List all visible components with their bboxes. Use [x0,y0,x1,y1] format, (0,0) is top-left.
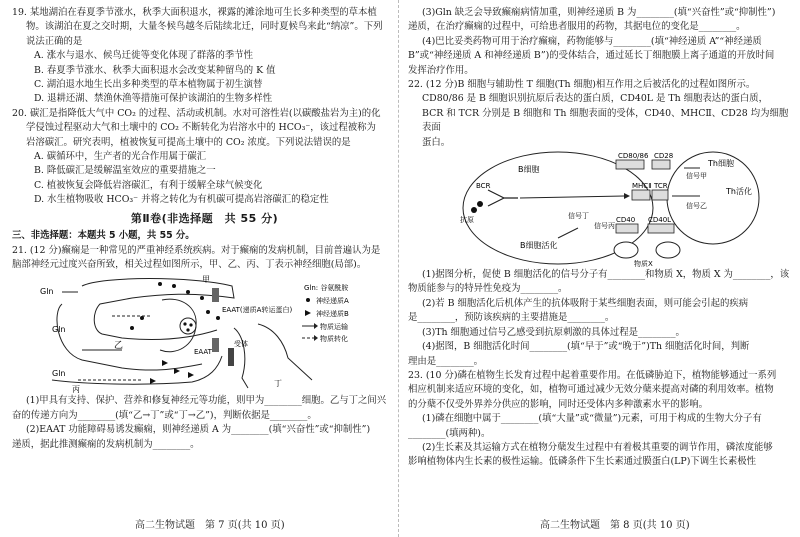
legend-transmitter-b: 神经递质B [316,310,349,319]
label-gln: Gln [52,369,66,379]
label-b-cell: B细胞 [518,165,540,175]
question-19 [12,6,397,107]
transmitter-a-dot [158,282,162,286]
antigen-dot [471,207,477,213]
cell-ding-outline [234,324,312,388]
q22-sub4: 理由是________。 [408,355,484,367]
q21-stem: 脑部神经元过度兴奋所致，相关过程如图所示，甲、乙、丙、丁表示神经细胞(局部)。 [12,258,367,270]
q21-sub4: B”或“神经递质 A 和神经递质 B”)的受体结合，通过延长丁细胞膜上离子通道的开放时间 [408,50,775,62]
label-cd8086: CD80/86 [618,152,649,161]
q20-stem: 20. 碳汇是指降低大气中 CO₂ 的过程、活动或机制。水对可溶性岩(以碳酸盐岩为主)的化 [12,107,381,119]
q22-sub2: 是________，预防该疾病的主要措施是________。 [408,312,615,324]
q20-option-b: B. 降低碳汇是缓解温室效应的重要措施之一 [34,165,216,177]
transmitter-b-mark [162,360,168,366]
label-cd40l: CD40L [648,216,672,225]
q21-sub4: (4)巴比妥类药物可用于治疗癫痫，药物能够与________(填“神经递质 A”“神经递质 [422,35,762,47]
q22-stem: CD80/86 是 B 细胞识别抗原后表达的蛋白质，CD40L 是 Th 细胞表达的蛋白质， [422,93,768,105]
question-23 [408,369,793,470]
eaat-protein [212,338,219,352]
q23-sub1: (1)磷在细胞中属于________(填“大量”或“微量”)元素，可用于构成的生物大分子有 [422,413,762,425]
cd8086-block [616,160,644,169]
left-page [12,6,397,452]
question-20 [12,107,397,208]
q23-sub2: 影响植物体内生长素的极性运输。低磷条件下生长素通过膜蛋白(LP)下调生长素极性 [408,456,756,468]
cell-bing-outline [52,356,222,384]
antigen-dot [477,201,483,207]
cd40l-block [648,224,674,233]
q23-sub1: ________(填两种)。 [408,427,491,439]
q19-option-b: B. 春夏季节涨水、秋季大面积退水会改变某种留鸟的 K 值 [34,64,276,76]
cd40-block [616,224,638,233]
label-yi: 乙 [114,341,124,352]
transmitter-b-mark [188,372,194,378]
q20-option-d: D. 水生植物吸收 HCO₃⁻ 并将之转化为有机碳可提高岩溶碳汇的稳定性 [34,194,329,206]
label-bcr: BCR [476,182,491,191]
label-tcr: TCR [654,182,668,191]
q22-stem: 蛋白。 [422,136,451,148]
question-21-continued [408,6,793,78]
legend-convert: 物质转化 [320,335,348,344]
q20-option-c: C. 植被恢复会降低岩溶碳汇，有利于缓解全球气候变化 [34,179,263,191]
cd28-block [652,160,670,169]
q19-stem: 19. 某地湖泊在春夏季节涨水，秋季大面积退水，裸露的滩涂地可生长多种类型的草本植 [12,7,377,18]
bcr-receptor [488,190,518,206]
label-cd40: CD40 [616,216,636,225]
section-rule: 三、非选择题：本题共 5 小题，共 55 分。 [12,230,195,242]
substance-x-cell [656,242,680,258]
label-th-cell: Th细胞 [708,159,734,169]
label-gln: Gln [52,325,66,335]
cell-activation-figure [408,150,793,268]
q19-option-d: D. 退耕还湖、禁渔休渔等措施可保护该湖泊的生物多样性 [34,93,273,105]
legend-transport: 物质运输 [320,323,348,332]
right-page [408,6,793,470]
q22-stem: 22. (12 分)B 细胞与辅助性 T 细胞(Th 细胞)相互作用之后被活化的过程如图所示。 [408,79,756,91]
label-signal-c: 信号丁 [568,212,589,221]
q22-sub1: (1)据图分析，促使 B 细胞活化的信号分子有________和物质 X，物质 X 为________，该 [422,269,790,281]
transmitter-a-dot [172,284,176,288]
substance-x-cell [614,242,638,258]
page-footer-right: 高二生物试题 第 8 页(共 10 页) [540,520,690,531]
q22-stem: BCR 和 TCR 分别是 B 细胞和 Th 细胞表面的受体，CD40、MHCⅡ、CD28 均为细胞表面 [422,107,789,134]
label-receptor: 受体 [234,340,248,349]
q21-sub3: (3)Gln 缺乏会导致癫痫病情加重，则神经递质 B 为________(填“兴奋性”或“抑制性”) [422,7,776,18]
q23-stem: 23. (10 分)磷在植物生长发育过程中起着重要作用。在低磷胁迫下，植物能够通过一系列 [408,369,777,381]
page-footer-left: 高二生物试题 第 7 页(共 10 页) [135,520,285,531]
page-divider [398,0,399,537]
label-jia: 甲 [202,275,210,285]
q21-sub1: (1)甲具有支持、保护、营养和修复神经元等功能，则甲为________细胞。乙与丁之间兴 [26,395,387,407]
receptor-protein [228,348,234,366]
q21-sub1: 奋的传递方向为________(填“乙→丁”或“丁→乙”)，判断依据是________。 [12,409,317,421]
q19-option-a: A. 涨水与退水、候鸟迁徙等变化体现了群落的季节性 [34,50,253,62]
q23-stem: 的分蘖不仅受外界养分供应的影响，同时还受体内多种激素水平的影响。 [408,398,709,410]
q22-sub4: (4)据图，B 细胞活化时间________(填“早于”或“晚于”)Th 细胞活化时间，判断 [422,341,750,353]
q22-sub3: (3)Th 细胞通过信号乙感受到抗原刺激的具体过程是________。 [422,326,685,338]
q19-stem: 物。该湖泊在夏之交时期，大量冬候鸟越冬后陆续北迁，同时夏候鸟来此“纳凉”。下列 [26,21,383,33]
label-mhc: MHCⅡ [632,182,652,191]
q23-sub2: (2)生长素及其运输方式在植物分蘖发生过程中有着极其重要的调节作用，磷浓度能够 [422,441,773,453]
label-cd28: CD28 [654,152,674,161]
question-21 [12,244,397,452]
q21-sub2: 递质，据此推测癫痫的发病机制为________。 [12,438,200,450]
label-signal-b: 信号乙 [686,202,707,211]
q19-stem: 说法正确的是 [26,35,83,47]
legend-transmitter-a: 神经递质A [316,297,349,306]
transmitter-b-mark [150,378,156,384]
label-substance-x: 物质X [634,260,653,269]
cell-yi-outline [57,304,202,370]
label-gln: Gln [40,287,54,297]
q20-option-a: A. 碳循环中，生产者的光合作用属于碳汇 [34,151,207,163]
label-ding: 丁 [274,379,282,389]
legend-gln: Gln: 谷氨酰胺 [304,284,349,293]
q22-sub1: 物质能参与的特异性免疫为________。 [408,283,568,295]
section-title: 第Ⅱ卷(非选择题 共 55 分) [130,211,279,225]
eaat-protein [212,288,219,302]
label-bing: 丙 [72,385,80,395]
transmitter-a-dot [140,316,144,320]
tcr-block [652,190,668,200]
vesicle [180,318,196,334]
q21-sub3: 递质，在治疗癫痫的过程中，可给患者服用的药物，其据电位的变化是________。 [408,21,746,33]
q22-sub2: (2)若 B 细胞活化后机体产生的抗体吸附于某些细胞表面，则可能会引起的疾病 [422,297,749,309]
cell-jia-outline [82,279,234,340]
q21-stem: 21. (12 分)癫痫是一种常见的严重神经系统疾病。对于癫痫的发病机制，目前普遍认为是 [12,244,381,256]
label-signal-d: 信号丙 [594,222,615,231]
label-eaat: EAAT [194,348,212,357]
q19-option-c: C. 湖泊退水地生长出多种类型的草本植物属于初生演替 [34,79,263,91]
transmitter-a-dot [200,296,204,300]
transmitter-a-dot [216,316,220,320]
label-b-activation: B细胞活化 [520,241,558,251]
transmitter-a-dot [186,290,190,294]
label-signal-a: 信号甲 [686,172,707,181]
transmitter-a-dot [130,326,134,330]
mhc-block [632,190,650,200]
transmitter-a-dot [206,310,210,314]
transmitter-b-mark [174,368,180,374]
label-th-activation: Th活化 [726,187,752,197]
question-22 [408,78,793,369]
label-antigen: 抗原 [460,216,474,225]
q21-sub2: (2)EAAT 功能障碍易诱发癫痫，则神经递质 A 为________(填“兴奋性”或“抑制性”) [26,424,371,436]
label-eaat: EAAT(递质A转运蛋白) [222,306,293,315]
q21-sub4: 发挥治疗作用。 [408,64,474,76]
q20-stem: 岩溶碳汇。研究表明，植被恢复可提高土壤中的 CO₂ 浓度。下列说法错误的是 [26,136,351,148]
q23-stem: 相应机制来适应环境的变化，如，植物可通过减少无效分蘖来提高对磷的利用效率。植物 [408,384,774,396]
q20-stem: 学侵蚀过程驱动大气和土壤中的 CO₂ 不断转化为岩溶水中的 HCO₃⁻，该过程被称为 [26,122,376,134]
neuron-figure [12,272,397,394]
